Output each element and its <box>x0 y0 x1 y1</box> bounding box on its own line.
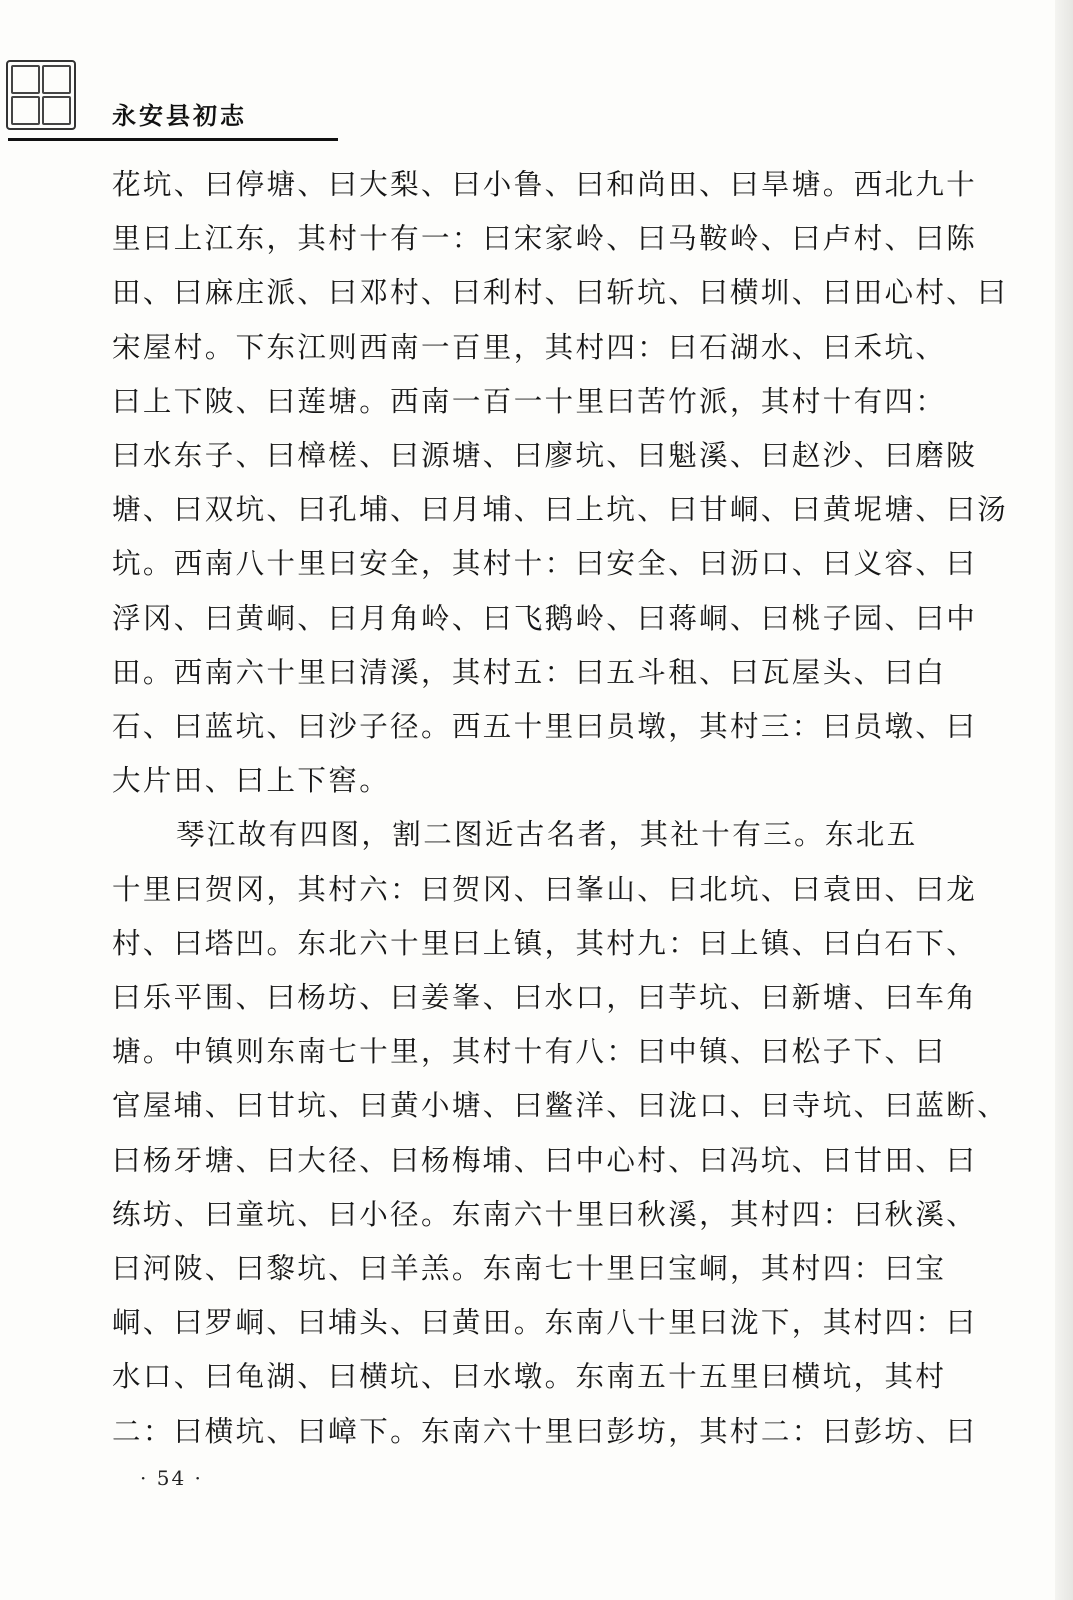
text-line: 曰杨牙塘、曰大径、曰杨梅埔、曰中心村、曰冯坑、曰甘田、曰 <box>112 1143 978 1177</box>
text-line: 坑。西南八十里曰安全，其村十：曰安全、曰沥口、曰义容、曰 <box>112 547 978 581</box>
text-line: 水口、曰龟湖、曰横坑、曰水墩。东南五十五里曰横坑，其村 <box>112 1360 947 1394</box>
text-line: 峒、曰罗峒、曰埔头、曰黄田。东南八十里曰泷下，其村四：曰 <box>112 1306 978 1340</box>
header-rule <box>8 138 338 141</box>
text-line: 石、曰蓝坑、曰沙子径。西五十里曰员墩，其村三：曰员墩、曰 <box>112 710 978 744</box>
text-line: 曰水东子、曰樟槎、曰源塘、曰廖坑、曰魁溪、曰赵沙、曰磨陂 <box>112 439 978 473</box>
text-line: 田。西南六十里曰清溪，其村五：曰五斗租、曰瓦屋头、曰白 <box>112 655 947 689</box>
text-line: 大片田、曰上下窖。 <box>112 764 391 798</box>
text-line: 曰河陂、曰黎坑、曰羊羔。东南七十里曰宝峒，其村四：曰宝 <box>112 1252 947 1286</box>
text-line: 曰乐平围、曰杨坊、曰姜峯、曰水口，曰芋坑、曰新塘、曰车角 <box>112 981 978 1015</box>
text-line: 里曰上江东，其村十有一：曰宋家岭、曰马鞍岭、曰卢村、曰陈 <box>112 222 978 256</box>
text-line: 曰上下陂、曰莲塘。西南一百一十里曰苦竹派，其村十有四： <box>112 384 947 418</box>
text-line: 二：曰横坑、曰嶂下。东南六十里曰彭坊，其村二：曰彭坊、曰 <box>112 1414 978 1448</box>
text-line: 练坊、曰童坑、曰小径。东南六十里曰秋溪，其村四：曰秋溪、 <box>112 1197 978 1231</box>
text-line: 花坑、曰停塘、曰大梨、曰小鲁、曰和尚田、曰旱塘。西北九十 <box>112 168 978 201</box>
text-line: 村、曰塔凹。东北六十里曰上镇，其村九：曰上镇、曰白石下、 <box>112 926 978 960</box>
running-header-title: 永安县初志 <box>112 102 247 130</box>
body-text <box>112 158 1009 1459</box>
text-line: 塘。中镇则东南七十里，其村十有八：曰中镇、曰松子下、曰 <box>112 1035 947 1069</box>
page-number: · 54 · <box>140 1466 203 1490</box>
text-line: 塘、曰双坑、曰孔埔、曰月埔、曰上坑、曰甘峒、曰黄坭塘、曰汤 <box>112 493 1009 527</box>
seal-logo-icon <box>6 60 76 130</box>
paragraph-start-line: 琴江故有四图，割二图近古名者，其社十有三。东北五 <box>176 818 918 852</box>
text-line: 官屋埔、曰甘坑、曰黄小塘、曰鳖洋、曰泷口、曰寺坑、曰蓝断、 <box>112 1089 1009 1123</box>
text-line: 田、曰麻庄派、曰邓村、曰利村、曰斩坑、曰横圳、曰田心村、曰 <box>112 276 1009 310</box>
text-line: 浮冈、曰黄峒、曰月角岭、曰飞鹅岭、曰蒋峒、曰桃子园、曰中 <box>112 601 978 635</box>
text-line: 宋屋村。下东江则西南一百里，其村四：曰石湖水、曰禾坑、 <box>112 330 947 364</box>
text-line: 十里曰贺冈，其村六：曰贺冈、曰峯山、曰北坑、曰袁田、曰龙 <box>112 872 978 906</box>
page-edge-shadow <box>1055 0 1073 1600</box>
